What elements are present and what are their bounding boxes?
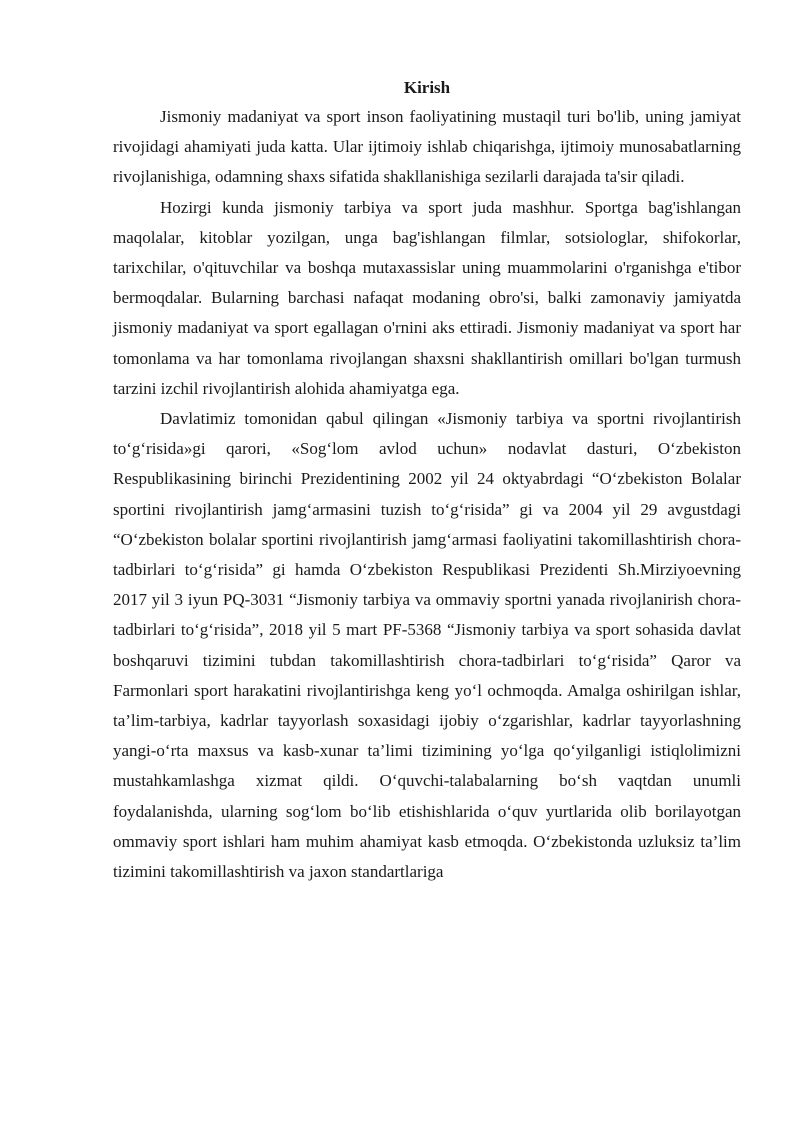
paragraph-3: Davlatimiz tomonidan qabul qilingan «Jismoniy tarbiya va sportni rivojlantirish to‘g‘risida»gi qarori, «Sog‘lom avlod uchun» nodavlat dasturi, O‘zbekiston Respublikasining birinchi Prezidentining 2002 yil 24 oktyabrdagi “O‘zbekiston Bolalar sportini rivojlantirish jamg‘armasini tuzish to‘g‘risida” gi va 2004 yil 29 avgustdagi “O‘zbekiston bolalar sportini rivojlantirish jamg‘armasi faoliyatini takomillashtirish chora-tadbirlari to‘g‘risida” gi hamda O‘zbekiston Respublikasi Prezidenti Sh.Mirziyoevning 2017 yil 3 iyun PQ-3031 “Jismoniy tarbiya va ommaviy sportni yanada rivojlanirish chora-tadbirlari to‘g‘risida”, 2018 yil 5 mart PF-5368 “Jismoniy tarbiya va sport sohasida davlat boshqaruvi tizimini tubdan takomillashtirish chora-tadbirlari to‘g‘risida” Qaror va Farmonlari sport harakatini rivojlantirishga keng yo‘l ochmoqda. Amalga oshirilgan ishlar, ta’lim-tarbiya, kadrlar tayyorlash soxasidagi ijobiy o‘zgarishlar, kadrlar tayyorlashning yangi-o‘rta maxsus va kasb-xunar ta’limi tizimining yo‘lga qo‘yilganligi istiqlolimizni mustahkamlashga xizmat qildi. O‘quvchi-talabalarning bo‘sh vaqtdan unumli foydalanishda, ularning sog‘lom bo‘lib etishishlarida o‘quv yurtlarida olib borilayotgan ommaviy sport ishlari ham muhim ahamiyat kasb etmoqda. O‘zbekistonda uzluksiz ta’lim tizimini takomillashtirish va jaxon standartlariga: [113, 409, 741, 882]
document-title: Kirish: [403, 78, 451, 97]
document-page: [113, 74, 741, 887]
paragraph-2: Hozirgi kunda jismoniy tarbiya va sport juda mashhur. Sportga bag'ishlangan maqolalar, kitoblar yozilgan, unga bag'ishlangan filmlar, sotsiologlar, shifokorlar, tarixchilar, o'qituvchilar va boshqa mutaxassislar uning muammolarini o'rganishga e'tibor bermoqdalar. Bularning barchasi nafaqat modaning obro'si, balki zamonaviy jamiyatda jismoniy madaniyat va sport egallagan o'rnini aks ettiradi. Jismoniy madaniyat va sport har tomonlama va har tomonlama rivojlangan shaxsni shakllantirish omillari bo'lgan turmush tarzini izchil rivojlantirish alohida ahamiyatga ega.: [113, 197, 741, 398]
paragraph-1: Jismoniy madaniyat va sport inson faoliyatining mustaqil turi bo'lib, uning jamiyat rivojidagi ahamiyati juda katta. Ular ijtimoiy ishlab chiqarishga, ijtimoiy munosabatlarning rivojlanishiga, odamning shaxs sifatida shakllanishiga sezilarli darajada ta'sir qiladi.: [113, 107, 741, 187]
